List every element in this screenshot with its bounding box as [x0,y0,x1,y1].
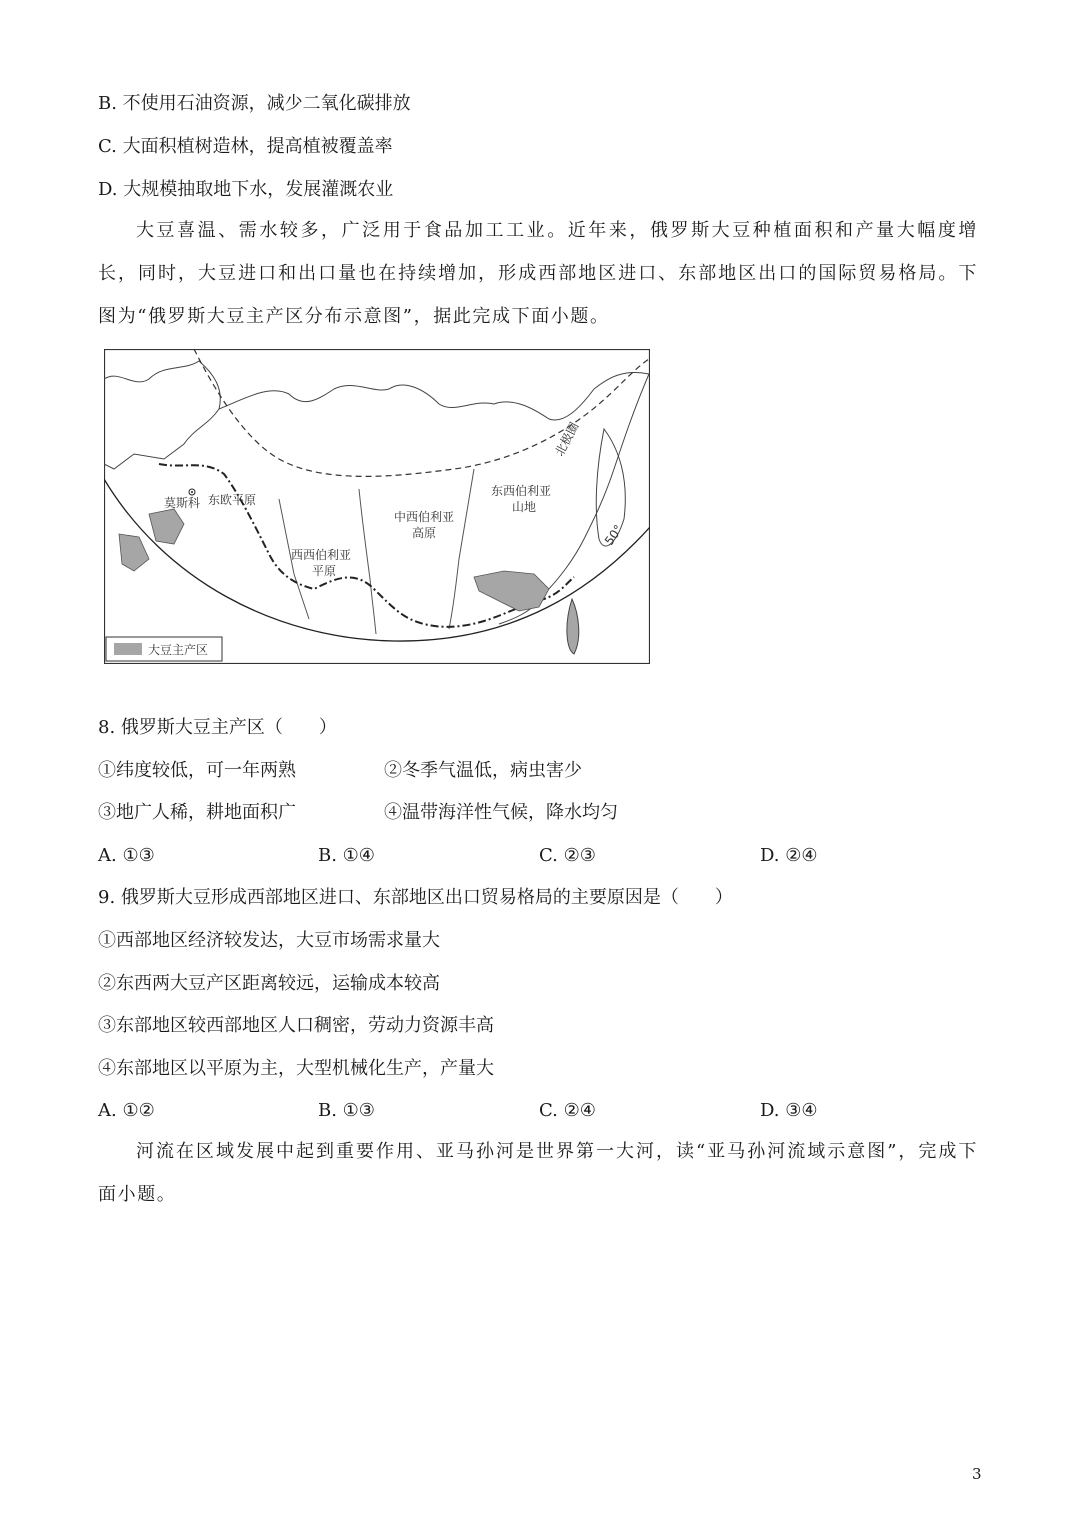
label-central-siberian-plateau-2: 高原 [412,526,437,540]
q9-choice-b[interactable]: B. ①③ [318,1100,375,1121]
label-east-siberian-mountains-2: 山地 [512,500,537,514]
q8-item-3: ③地广人稀，耕地面积广 [98,802,296,823]
q9-choice-a[interactable]: A. ①② [98,1100,155,1121]
q8-stem: 8. 俄罗斯大豆主产区（ ） [98,717,337,738]
intro-soy-paragraph: 大豆喜温、需水较多，广泛用于食品加工工业。近年来，俄罗斯大豆种植面积和产量大幅度增长，同时，大豆进口和出口量也在持续增加，形成西部地区进口、东部地区出口的国际贸易格局。下图为“俄罗斯大豆主产区分布示意图”，据此完成下面小题。 [98,220,978,327]
q8-choice-d[interactable]: D. ②④ [760,845,818,866]
q9-item-2: ②东西两大豆产区距离较远，运输成本较高 [98,973,440,994]
q9-item-1: ①西部地区经济较发达，大豆市场需求量大 [98,930,440,951]
prev-option-b: B. 不使用石油资源，减少二氧化碳排放 [98,93,411,114]
legend-label: 大豆主产区 [148,643,209,657]
label-east-european-plain: 东欧平原 [208,493,257,507]
q8-choice-a[interactable]: A. ①③ [98,845,155,866]
q9-choice-c[interactable]: C. ②④ [539,1100,596,1121]
label-lat-50: 50° [601,522,626,548]
label-west-siberian-plain-1: 西西伯利亚 [291,548,352,562]
q9-item-4: ④东部地区以平原为主，大型机械化生产，产量大 [98,1058,494,1079]
label-west-siberian-plain-2: 平原 [312,564,337,578]
q8-item-2: ②冬季气温低，病虫害少 [384,760,582,781]
russia-soybean-map [104,349,650,664]
q9-stem: 9. 俄罗斯大豆形成西部地区进口、东部地区出口贸易格局的主要原因是（ ） [98,887,733,908]
q8-item-1: ①纬度较低，可一年两熟 [98,760,296,781]
legend-swatch [114,643,142,655]
label-east-siberian-mountains-1: 东西伯利亚 [491,484,552,498]
q8-item-4: ④温带海洋性气候，降水均匀 [384,802,618,823]
prev-option-d: D. 大规模抽取地下水，发展灌溉农业 [98,179,394,200]
page-number: 3 [972,1465,982,1483]
intro-amazon-paragraph: 河流在区域发展中起到重要作用、亚马孙河是世界第一大河，读“亚马孙河流域示意图”，完成下面小题。 [98,1141,978,1205]
q9-item-3: ③东部地区较西部地区人口稠密，劳动力资源丰高 [98,1015,494,1036]
label-arctic-circle: 北极圈 [552,420,582,459]
q9-choice-d[interactable]: D. ③④ [760,1100,818,1121]
prev-option-c: C. 大面积植树造林，提高植被覆盖率 [98,136,393,157]
label-central-siberian-plateau-1: 中西伯利亚 [394,510,455,524]
label-moscow: 莫斯科 [164,496,201,510]
q8-choice-c[interactable]: C. ②③ [539,845,596,866]
q8-choice-b[interactable]: B. ①④ [318,845,375,866]
